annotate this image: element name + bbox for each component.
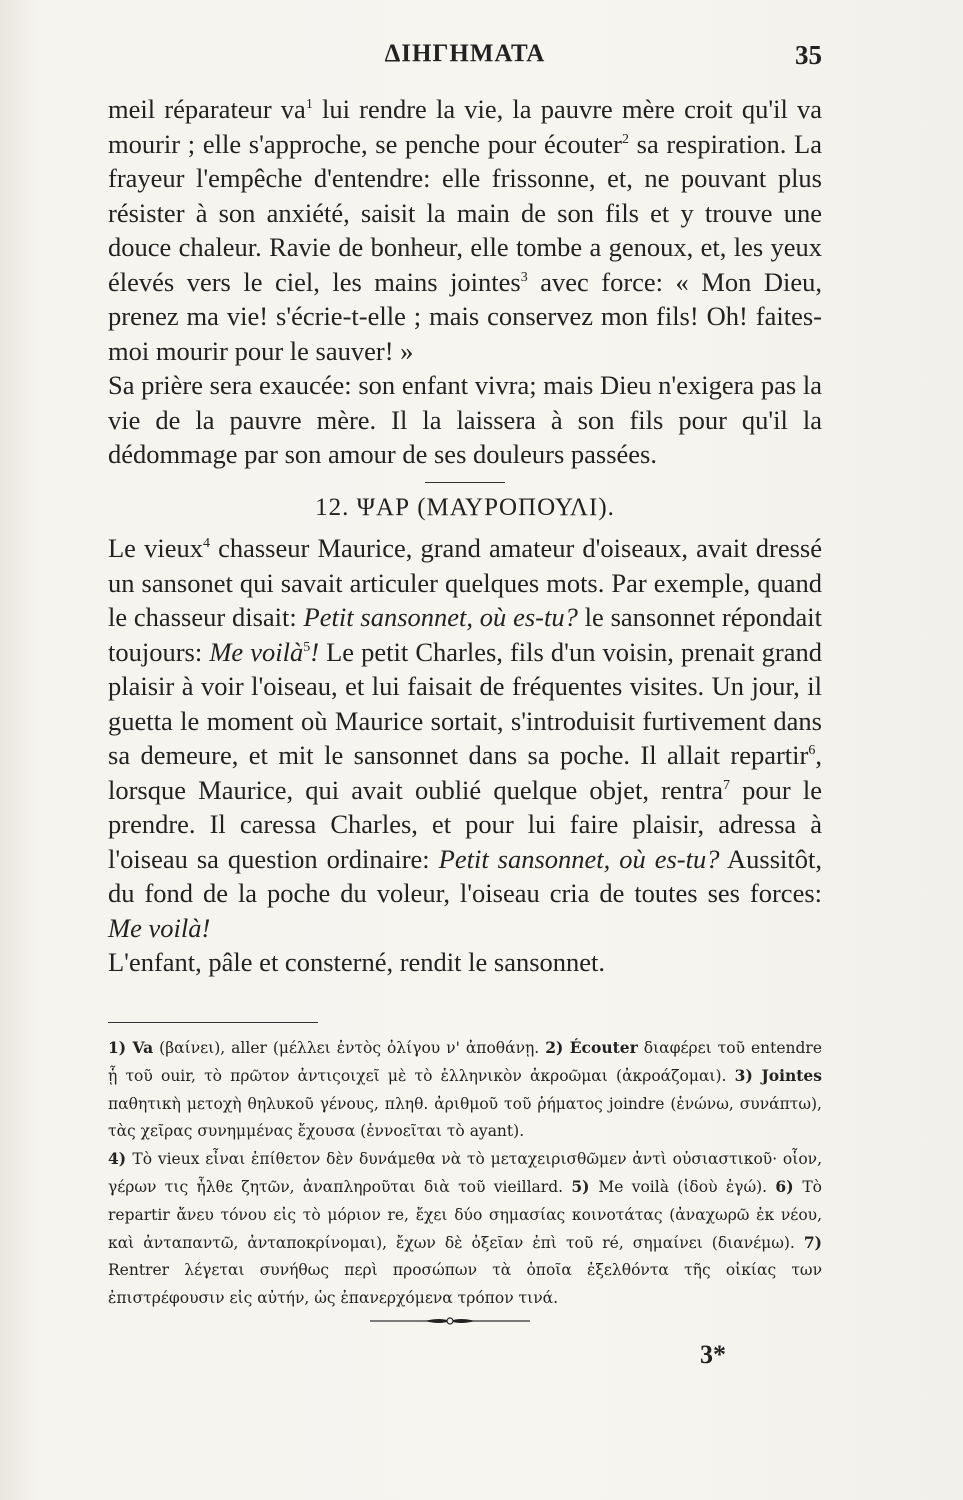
footnote-block xyxy=(108,1145,822,1312)
running-head xyxy=(108,40,822,80)
paragraph-continuation xyxy=(108,92,822,368)
section-title: 12. ΨΑΡ (ΜΑΥΡΟΠΟΥΛΙ). xyxy=(315,493,615,521)
text-run: Le vieux xyxy=(108,533,203,563)
footnote-number: 6) xyxy=(775,1177,803,1197)
footnote-number: 5) xyxy=(571,1177,599,1197)
footnote-ref: 2 xyxy=(621,131,629,147)
body-text xyxy=(108,92,822,980)
footnote-text: Rentrer λέγεται συνήθως περὶ προσώπων τὰ ὁποῖα ἐξελθόντα τῆς οἰκίας των ἐπιστρέφουσιν εἰς αὐτήν, ὡς ἐπανερχόμενα τρόπον τινά. xyxy=(108,1261,822,1307)
section-divider xyxy=(425,482,505,483)
footnote-ref: 5 xyxy=(303,639,311,655)
footnotes xyxy=(108,1034,822,1312)
footnote-ref: 1 xyxy=(305,97,313,113)
footnote-text: (βαίνει), aller (μέλλει ἐντὸς ὀλίγου ν' ἀποθάνῃ. xyxy=(153,1039,546,1057)
italic-quote: Petit sansonnet, où es-tu? xyxy=(438,843,720,874)
footnote-keyword: Jointes xyxy=(761,1066,823,1086)
page-number: 35 xyxy=(795,40,822,70)
text-run: pour le prendre. Il caressa Charles, et pour lui faire plaisir, adressa à l'oiseau sa question ordinaire: xyxy=(108,774,822,874)
footnote-text: Me voilà (ἰδοὺ ἐγώ). xyxy=(598,1178,776,1197)
text-run: meil réparateur va xyxy=(108,94,306,124)
footnote-block xyxy=(108,1034,822,1145)
footnote-number: 7) xyxy=(803,1233,822,1253)
footnote-keyword: Va xyxy=(132,1038,154,1057)
ornament-rule xyxy=(370,1316,530,1326)
running-title: ΔΙΗΓΗΜΑΤΑ xyxy=(384,40,546,67)
footnote-text: παθητικὴ μετοχὴ θηλυκοῦ γένους, πληθ. ἀριθμοῦ τοῦ ῥήματος joindre (ἑνώνω, συνάπτω), τὰς χεῖρας συνημμένας ἔχουσα (ἐννοεῖται τὸ ayant). xyxy=(108,1094,822,1140)
footnote-text: Τὸ repartir ἄνευ τόνου εἰς τὸ μόριον re, ἔχει δύο σημασίας κοινοτάτας (ἀναχωρῶ ἐκ νέου, καὶ ἀνταπαντῶ, ἀνταποκρίνομαι), ἔχων δὲ ὀξεῖαν ἐπὶ τοῦ ré, σημαίνει (διανέμω). xyxy=(108,1178,823,1253)
footnote-ref: 4 xyxy=(202,536,210,552)
paragraph-prayer: Sa prière sera exaucée: son enfant vivra; mais Dieu n'exigera pas la vie de la pauvre mère. Il la laissera à son fils pour qu'il la dédommage par son amour de ses douleurs passées. xyxy=(108,370,822,469)
italic-quote: Petit sansonnet, où es-tu? xyxy=(303,602,578,632)
footnote-ref: 3 xyxy=(520,269,528,285)
footnote-number: 2) xyxy=(545,1038,570,1057)
paragraph-final: L'enfant, pâle et consterné, rendit le sansonnet. xyxy=(108,947,606,977)
footnote-rule xyxy=(108,1022,318,1023)
signature-mark: 3* xyxy=(700,1340,726,1369)
footnote-number: 3) xyxy=(734,1066,762,1086)
footnote-ref: 7 xyxy=(722,777,730,793)
text-run: chasseur Maurice, grand amateur d'oiseaux, avait dressé un sansonet qui savait articuler quelques mots. Par exemple, quand le chasseur disait: xyxy=(108,533,822,632)
italic-quote: ! xyxy=(310,636,320,667)
footnote-keyword: Écouter xyxy=(569,1038,638,1057)
footnote-ref: 6 xyxy=(808,743,816,759)
italic-quote: Me voilà! xyxy=(108,912,211,943)
text-run: Le petit Charles, fils d'un voisin, prenait grand plaisir à voir l'oiseau, et lui faisait de fréquentes visites. Un jour, il guetta le moment où Maurice sortait, s'introduisit furtivement dans sa demeure, et mit le sansonnet dans sa poche. Il allait repartir xyxy=(108,636,822,770)
footnote-number: 1) xyxy=(108,1038,133,1057)
text-run: avec force: « Mon Dieu, prenez ma vie! s'écrie-t-elle ; mais conservez mon fils! Oh! faites-moi mourir pour le sauver! » xyxy=(108,266,822,366)
paragraph-story xyxy=(108,531,822,945)
text-run: Aussitôt, du fond de la poche du voleur, l'oiseau cria de toutes ses forces: xyxy=(108,843,822,908)
text-run: le sansonnet répondait toujours: xyxy=(108,602,822,667)
footnote-text: διαφέρει τοῦ entendre ᾗ τοῦ ouir, τὸ πρῶτον ἀντιςοιχεῖ μὲ τὸ ἑλληνικὸν ἀκροῶμαι (ἀκροάζομαι). xyxy=(108,1039,822,1086)
footnote-number: 4) xyxy=(108,1149,133,1169)
italic-quote: Me voilà xyxy=(209,636,304,667)
text-run: lui rendre la vie, la pauvre mère croit qu'il va mourir ; elle s'approche, se penche pour écouter xyxy=(108,94,822,159)
text-run: , lorsque Maurice, qui avait oublié quelque objet, rentra xyxy=(108,740,822,805)
text-run: sa respiration. La frayeur l'empêche d'entendre: elle frissonne, et, ne pouvant plus résister à son anxiété, saisit la main de son fils et y trouve une douce chaleur. Ravie de bonheur, elle tombe a genoux, et, les yeux élevés vers le ciel, les mains jointes xyxy=(108,128,822,297)
footnote-text: Τὸ vieux εἶναι ἐπίθετον δὲν δυνάμεθα νὰ τὸ μεταχειρισθῶμεν ἀντὶ οὐσιαστικοῦ· οἷον, γέρων τις ἦλθε ζητῶν, ἀναπληροῦται διὰ τοῦ vieillard. xyxy=(108,1150,822,1197)
